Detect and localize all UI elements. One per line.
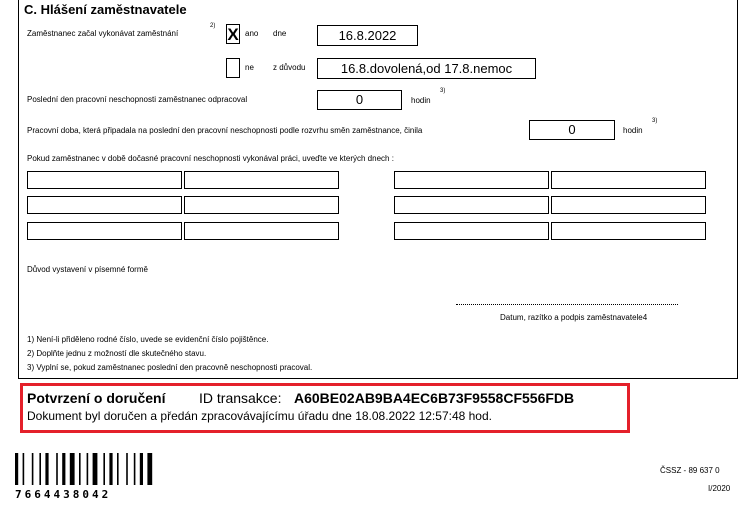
work-day-cell[interactable] (551, 222, 706, 240)
delivery-message: Dokument byl doručen a předán zpracovávajícímu úřadu dne 18.08.2022 12:57:48 hod. (27, 409, 492, 423)
barcode-icon (15, 453, 155, 485)
signature-label: Datum, razítko a podpis zaměstnavatele4 (500, 313, 648, 322)
work-days-label: Pokud zaměstnanec v době dočasné pracovní neschopnosti vykonával práci, uveďte ve kterých dnech : (27, 154, 394, 163)
section-title: C. Hlášení zaměstnavatele (24, 2, 187, 17)
start-date-field[interactable]: 16.8.2022 (317, 25, 418, 46)
work-day-cell[interactable] (27, 196, 182, 214)
footnote-ref-2: 2) (210, 23, 216, 29)
form-code: ČSSZ - 89 637 0 (660, 466, 720, 475)
shift-hours-label: Pracovní doba, která připadala na poslední den pracovní neschopnosti podle rozvrhu směn zaměstnance, činila (27, 126, 423, 135)
last-day-label: Poslední den pracovní neschopnosti zaměstnanec odpracoval (27, 95, 248, 104)
employment-start-label: Zaměstnanec začal vykonávat zaměstnání (27, 29, 179, 38)
form-version: I/2020 (708, 484, 731, 493)
footnote-ref-3a: 3) (440, 88, 446, 94)
footnote-3: 3) Vyplní se, pokud zaměstnanec poslední den pracovně neschopnosti pracoval. (27, 363, 313, 372)
last-day-hours-field[interactable]: 0 (317, 90, 402, 110)
work-day-cell[interactable] (394, 222, 549, 240)
shift-hours-field[interactable]: 0 (529, 120, 615, 140)
shift-hours-unit: hodin (623, 126, 643, 135)
barcode-digits: 7664438042 (15, 488, 112, 501)
footnote-2: 2) Doplňte jednu z možností dle skutečného stavu. (27, 349, 207, 358)
no-label: ne (245, 63, 254, 72)
signature-line (456, 304, 678, 305)
work-day-cell[interactable] (184, 196, 339, 214)
work-day-cell[interactable] (551, 196, 706, 214)
reason-field[interactable]: 16.8.dovolená,od 17.8.nemoc (317, 58, 536, 79)
work-day-cell[interactable] (27, 222, 182, 240)
no-checkbox[interactable] (226, 58, 240, 78)
yes-checkbox[interactable]: X (227, 25, 239, 44)
work-day-cell[interactable] (394, 196, 549, 214)
transaction-label: ID transakce: (199, 390, 282, 406)
footnote-1: 1) Není-li přiděleno rodné číslo, uvede se evidenční číslo pojištěnce. (27, 335, 269, 344)
yes-label: ano (245, 29, 259, 38)
work-day-cell[interactable] (184, 222, 339, 240)
reason-label: z důvodu (273, 63, 306, 72)
delivery-title: Potvrzení o doručení (27, 390, 166, 406)
transaction-id: A60BE02AB9BA4EC6B73F9558CF556FDB (294, 390, 575, 406)
work-day-cell[interactable] (394, 171, 549, 189)
last-day-unit: hodin (411, 96, 431, 105)
work-day-cell[interactable] (551, 171, 706, 189)
footnote-ref-3b: 3) (652, 118, 658, 124)
written-reason-label: Důvod vystavení v písemné formě (27, 265, 148, 274)
form-section-frame (18, 0, 738, 379)
date-label: dne (273, 29, 287, 38)
work-day-cell[interactable] (27, 171, 182, 189)
work-day-cell[interactable] (184, 171, 339, 189)
